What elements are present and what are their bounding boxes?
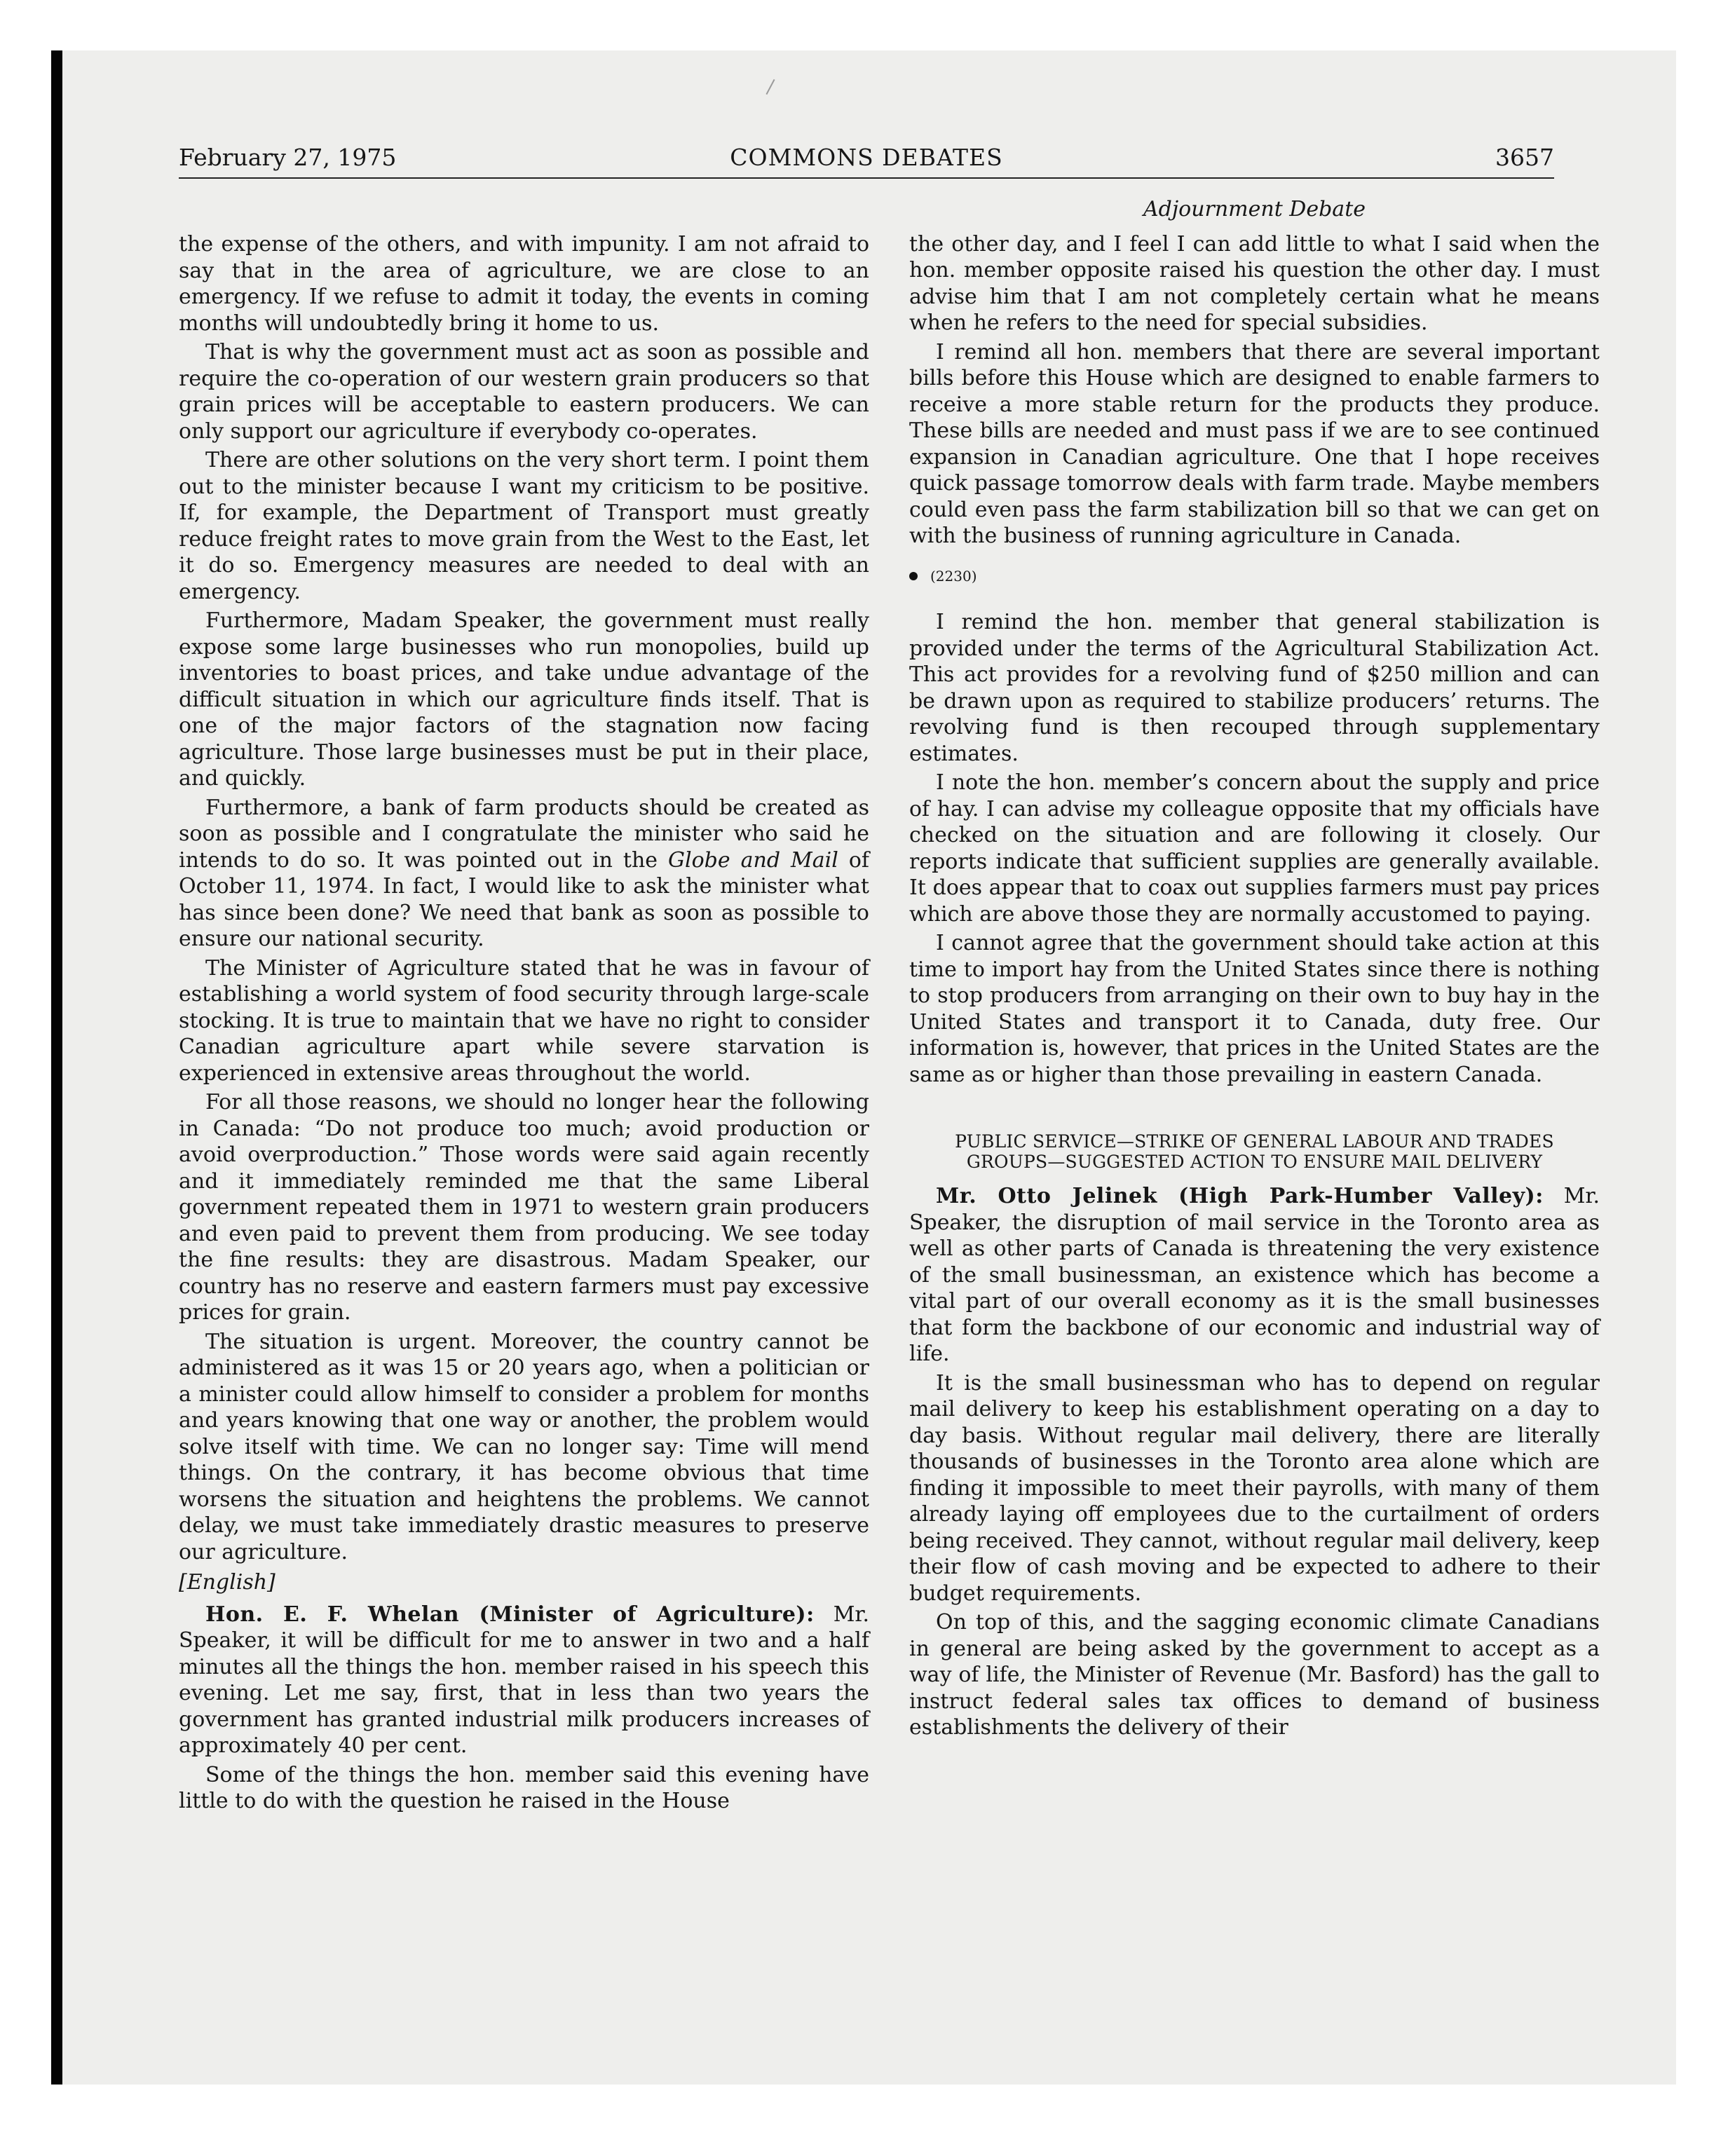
paragraph: There are other solutions on the very short term. I point them out to the minister because I want my criticism to be positive. If, for example, the Department of Transport must greatly reduce freight rates to move grain from the West to the East, let it do so. Emergency measures are needed to deal with an emergency. <box>179 448 869 604</box>
paragraph-text: Mr. Speaker, it will be difficult for me to answer in two and a half minutes all the things the hon. member raised in his speech this evening. Let me say, first, that in less than two years the government has granted industrial milk producers increases of approximately 40 per cent. <box>179 1602 869 1758</box>
header-date: February 27, 1975 <box>179 144 397 171</box>
paragraph: On top of this, and the sagging economic climate Canadians in general are being asked by the government to accept as a way of life, the Minister of Revenue (Mr. Basford) has the gall to instruct federal sales tax offices to demand of business establishments the delivery of their <box>909 1610 1600 1740</box>
paragraph: For all those reasons, we should no longer hear the following in Canada: “Do not produce too much; avoid production or avoid overproduction.” Those words were said again recently and it immediately reminded me that the same Liberal government repeated them in 1971 to western grain producers and even paid to prevent them from producing. We see today the fine results: they are disastrous. Madam Speaker, our country has no reserve and eastern farmers must pay excessive prices for grain. <box>179 1090 869 1325</box>
paragraph-text: Mr. Speaker, the disruption of mail service in the Toronto area as well as other parts of Canada is threatening the very existence of the small businessman, an existence which has become a vital part of our overall economy as it is the small businesses that form the backbone of our economic and industrial way of life. <box>909 1184 1600 1366</box>
newspaper-title: Globe and Mail <box>668 847 838 873</box>
bullet-icon <box>909 572 918 580</box>
right-column <box>909 196 1600 1744</box>
paragraph <box>909 1183 1600 1367</box>
paragraph: The situation is urgent. Moreover, the country cannot be administered as it was 15 or 20 years ago, when a politician or a minister could allow himself to consider a problem for months and years knowing that one way or another, the problem would solve itself with time. We can no longer say: Time will mend things. On the contrary, it has become obvious that time worsens the situation and heightens the problems. We cannot delay, we must take immediately drastic measures to preserve our agriculture. <box>179 1329 869 1564</box>
page-number: 3657 <box>1495 144 1554 171</box>
paragraph <box>179 1602 869 1759</box>
paragraph: the other day, and I feel I can add little to what I said when the hon. member opposite raised his question the other day. I must advise him that I am not completely certain what he means when he refers to the need for special subsidies. <box>909 231 1600 335</box>
page-header <box>179 142 1554 179</box>
language-note: [English] <box>179 1570 275 1595</box>
paragraph: It is the small businessman who has to depend on regular mail delivery to keep his establishment operating on a day to day basis. Without regular mail delivery, there are literally thousands of businesses in the Toronto area alone which are finding it impossible to meet their payrolls, with many of them already laying off employees due to the curtailment of orders being received. They cannot, without regular mail delivery, keep their flow of cash moving and be expected to adhere to their budget requirements. <box>909 1370 1600 1606</box>
running-head: Adjournment Debate <box>1143 197 1366 221</box>
paragraph: I cannot agree that the government should take action at this time to import hay from the United States since there is nothing to stop producers from arranging on their own to buy hay in the United States and transport it to Canada, duty free. Our information is, however, that prices in the United States are the same as or higher than those prevailing in eastern Canada. <box>909 931 1600 1087</box>
paragraph: Furthermore, Madam Speaker, the government must really expose some large businesses who run monopolies, build up inventories to boast prices, and take undue advantage of the difficult situation in which our agriculture finds itself. That is one of the major factors of the stagnation now facing agriculture. Those large businesses must be put in their place, and quickly. <box>179 608 869 791</box>
paragraph-text: Furthermore, a bank of farm products should be created as soon as possible and I congratulate the minister who said he intends to do so. It was pointed out in the <box>179 795 869 873</box>
paragraph: I remind all hon. members that there are several important bills before this House which are designed to enable farmers to receive a more stable return for the products they produce. These bills are needed and must pass if we are to see continued expansion in Canadian agriculture. One that I hope receives quick passage tomorrow deals with farm trade. Maybe members could even pass the farm stabilization bill so that we can get on with the business of running agriculture in Canada. <box>909 339 1600 548</box>
paragraph: the expense of the others, and with impunity. I am not afraid to say that in the area of agriculture, we are close to an emergency. If we refuse to admit it today, the events in coming months will undoubtedly bring it home to us. <box>179 232 869 336</box>
paragraph: I remind the hon. member that general stabilization is provided under the terms of the Agricultural Stabilization Act. This act provides for a revolving fund of $250 million and can be drawn upon as required to stabilize producers’ returns. The revolving fund is then recouped through supplementary estimates. <box>909 610 1600 766</box>
scan-border <box>51 50 62 2085</box>
paragraph: The Minister of Agriculture stated that he was in favour of establishing a world system of food security through large-scale stocking. It is true to maintain that we have no right to consider Canadian agriculture apart while severe starvation is experienced in extensive areas throughout the world. <box>179 955 869 1086</box>
speaker-name: Mr. Otto Jelinek (High Park-Humber Valley): <box>936 1184 1544 1208</box>
left-column <box>179 231 869 1817</box>
section-heading-line: GROUPS—SUGGESTED ACTION TO ENSURE MAIL DELIVERY <box>966 1152 1543 1172</box>
paragraph-text: of October 11, 1974. In fact, I would like to ask the minister what has since been done? We need that bank as soon as possible to ensure our national security. <box>179 847 870 951</box>
paragraph <box>179 795 869 953</box>
paragraph: Some of the things the hon. member said this evening have little to do with the question he raised in the House <box>179 1762 869 1813</box>
timestamp <box>909 564 1600 590</box>
section-heading-line: PUBLIC SERVICE—STRIKE OF GENERAL LABOUR AND TRADES <box>955 1131 1554 1152</box>
timestamp-text: (2230) <box>930 567 977 585</box>
paragraph: I note the hon. member’s concern about the supply and price of hay. I can advise my colleague opposite that my officials have checked on the situation and are following it closely. Our reports indicate that sufficient supplies are generally available. It does appear that to coax out supplies farmers must pay prices which are above those they are normally accustomed to paying. <box>909 770 1600 927</box>
paragraph: That is why the government must act as soon as possible and require the co-operation of our western grain producers so that grain prices will be acceptable to eastern producers. We can only support our agriculture if everybody co-operates. <box>179 340 869 444</box>
section-heading <box>916 1131 1593 1172</box>
speaker-name: Hon. E. F. Whelan (Minister of Agriculture): <box>205 1602 815 1627</box>
header-title: COMMONS DEBATES <box>730 144 1003 171</box>
